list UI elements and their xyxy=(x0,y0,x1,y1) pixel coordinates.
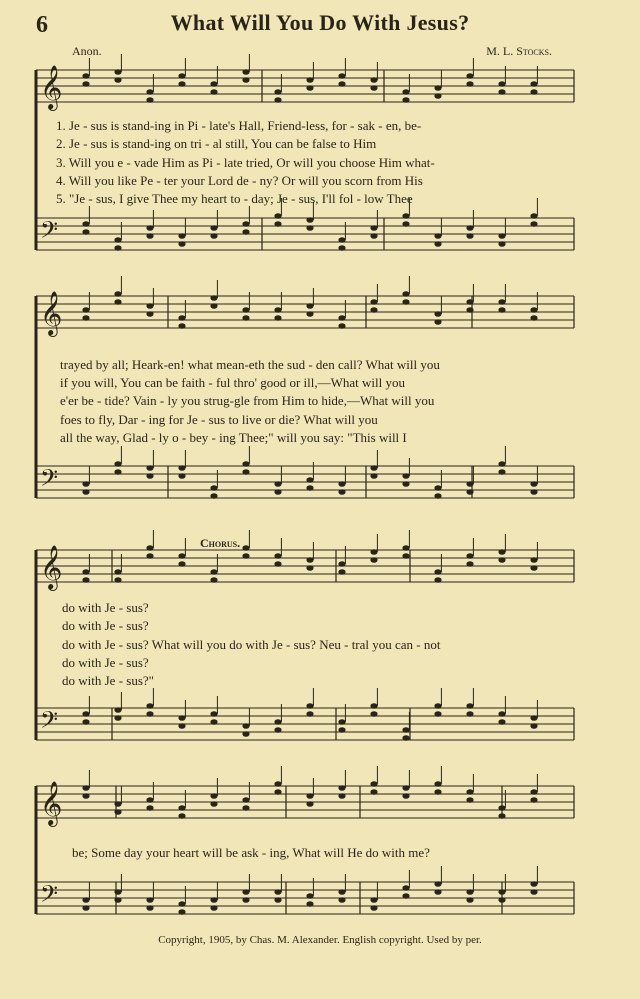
system-1-treble-note xyxy=(82,73,89,79)
system-4-treble-note xyxy=(114,809,121,815)
system-3-bass-note xyxy=(178,723,185,729)
system-3-bass-note xyxy=(306,711,313,717)
system-4-bass-note xyxy=(274,889,281,895)
copyright-notice: Copyright, 1905, by Chas. M. Alexander. English copyright. Used by per. xyxy=(158,934,482,946)
system-1-bass-note xyxy=(466,233,473,239)
system-3-treble-note xyxy=(242,545,249,551)
system-1-treble-note xyxy=(146,89,153,95)
system-1-treble-note xyxy=(178,73,185,79)
system-2-bass-note xyxy=(114,461,121,467)
system-2-bass-note xyxy=(210,485,217,491)
system-1-bass-note xyxy=(146,233,153,239)
system-4-treble-clef: 𝄞 xyxy=(40,781,63,825)
system-3-bass-note xyxy=(274,727,281,733)
system-4-treble-note xyxy=(402,793,409,799)
system-1-treble-note xyxy=(178,81,185,87)
system-4-bass-note xyxy=(466,897,473,903)
system-4-treble-note xyxy=(82,785,89,791)
system-2-treble-note xyxy=(210,303,217,309)
system-1-treble-note xyxy=(146,97,153,103)
system-4-treble-note xyxy=(466,789,473,795)
system-3-treble-clef: 𝄞 xyxy=(40,545,63,589)
lyric-s2-v1: trayed by all; Heark-en! what mean-eth the sud - den call? What will you xyxy=(60,357,440,372)
system-3-bass-note xyxy=(178,715,185,721)
system-3-treble-note xyxy=(402,553,409,559)
system-3-bass-note xyxy=(466,703,473,709)
system-3-bass-note xyxy=(210,711,217,717)
system-1-treble-note xyxy=(466,73,473,79)
system-4-treble-note xyxy=(434,789,441,795)
system-2-treble-clef: 𝄞 xyxy=(40,291,63,335)
system-1-bass-note xyxy=(338,245,345,251)
system-1-bass-note xyxy=(498,241,505,247)
system-2-treble-note xyxy=(530,315,537,321)
system-4-treble-note xyxy=(114,801,121,807)
system-1-treble-note xyxy=(274,89,281,95)
system-3-treble-note xyxy=(178,553,185,559)
system-3-bass-note xyxy=(114,707,121,713)
system-3-treble-note xyxy=(402,545,409,551)
system-4-treble-note xyxy=(178,813,185,819)
system-2-bass-note xyxy=(338,481,345,487)
system-2-treble-note xyxy=(370,299,377,305)
system-3-bass-note xyxy=(498,719,505,725)
system-1-bass-note xyxy=(434,241,441,247)
system-1-bass-note xyxy=(242,221,249,227)
system-3-treble-note xyxy=(178,561,185,567)
lyric-s1-v1: 1. Je - sus is stand-ing in Pi - late's Hall, Friend-less, for - sak - en, be- xyxy=(56,118,422,133)
system-1-bass-note xyxy=(338,237,345,243)
system-2-treble-note xyxy=(82,307,89,313)
system-3-treble-note xyxy=(146,553,153,559)
system-1-bass-note xyxy=(434,233,441,239)
system-1-treble-note xyxy=(498,81,505,87)
system-2-treble-note xyxy=(306,303,313,309)
system-1-bass-note xyxy=(274,213,281,219)
page-number: 6 xyxy=(36,12,48,38)
system-3-bass-note xyxy=(434,703,441,709)
system-4-bass-note xyxy=(402,893,409,899)
system-1-bass-clef: 𝄢 xyxy=(40,216,59,249)
system-3-treble-note xyxy=(242,553,249,559)
system-4-treble-note xyxy=(530,789,537,795)
lyric-s3-v2: do with Je - sus? xyxy=(62,618,149,633)
system-4-bass-note xyxy=(82,897,89,903)
system-1-treble-note xyxy=(530,89,537,95)
system-2-treble-note xyxy=(274,307,281,313)
system-3-bass-note xyxy=(338,727,345,733)
system-4-bass-note xyxy=(146,897,153,903)
system-4-treble-note xyxy=(242,797,249,803)
system-3-bass-note xyxy=(530,723,537,729)
system-3-treble-note xyxy=(530,557,537,563)
system-3-treble-note xyxy=(498,549,505,555)
system-3-bass-note xyxy=(82,711,89,717)
lyric-s2-v4: foes to fly, Dar - ing for Je - sus to live or die? What will you xyxy=(60,412,378,427)
system-3-bass-note xyxy=(114,715,121,721)
system-3-treble-note xyxy=(466,561,473,567)
system-1-treble-note xyxy=(402,89,409,95)
system-2-bass-note xyxy=(178,473,185,479)
system-1-treble-note xyxy=(306,85,313,91)
system-4-bass-note xyxy=(210,897,217,903)
system-2-treble-note xyxy=(82,315,89,321)
system-2-bass-note xyxy=(146,473,153,479)
system-2-bass-note xyxy=(434,485,441,491)
system-2-treble-note xyxy=(466,299,473,305)
system-4-bass-note xyxy=(434,881,441,887)
system-2-treble-note xyxy=(114,291,121,297)
system-1-bass-note xyxy=(82,221,89,227)
system-1-bass-note xyxy=(370,233,377,239)
system-4-bass-note xyxy=(82,905,89,911)
system-1-treble-note xyxy=(306,77,313,83)
system-3-bass-note xyxy=(306,703,313,709)
system-2-treble-note xyxy=(434,311,441,317)
system-4-bass-note xyxy=(242,897,249,903)
system-3-treble-note xyxy=(434,577,441,583)
system-1-treble-note xyxy=(402,97,409,103)
lyric-s2-v2: if you will, You can be faith - ful thro' good or ill,—What will you xyxy=(60,375,405,390)
system-4-bass-note xyxy=(306,893,313,899)
system-1-treble-note xyxy=(370,77,377,83)
system-2-bass-note xyxy=(114,469,121,475)
system-3-treble-note xyxy=(338,569,345,575)
lyric-s4-v1: be; Some day your heart will be ask - ing, What will He do with me? xyxy=(72,845,430,860)
system-2-treble-note xyxy=(498,299,505,305)
system-2-bass-clef: 𝄢 xyxy=(40,464,59,497)
system-4-treble-note xyxy=(242,805,249,811)
system-2-bass-note xyxy=(402,473,409,479)
system-4-treble-note xyxy=(210,801,217,807)
system-1-bass-note xyxy=(306,217,313,223)
system-3-bass-note xyxy=(146,711,153,717)
system-3-bass-note xyxy=(434,711,441,717)
system-3-bass-note xyxy=(146,703,153,709)
system-1-treble-note xyxy=(370,85,377,91)
lyric-s1-v2: 2. Je - sus is stand-ing on tri - al still, You can be false to Him xyxy=(56,136,377,151)
system-4-treble-note xyxy=(306,793,313,799)
system-2-bass-note xyxy=(242,469,249,475)
system-2-bass-note xyxy=(210,493,217,499)
system-3-treble-note xyxy=(114,577,121,583)
system-1-bass-note xyxy=(530,213,537,219)
system-1-bass-note xyxy=(114,245,121,251)
system-2-bass-note xyxy=(434,493,441,499)
system-1-bass-note xyxy=(146,225,153,231)
system-3-bass-note xyxy=(402,735,409,741)
system-1-treble-note xyxy=(338,81,345,87)
system-2-treble-note xyxy=(434,319,441,325)
system-1-bass-note xyxy=(114,237,121,243)
system-2-bass-note xyxy=(82,481,89,487)
system-4-bass-note xyxy=(338,889,345,895)
system-3-treble-note xyxy=(306,557,313,563)
system-1-bass-note xyxy=(402,213,409,219)
system-1-bass-note xyxy=(466,225,473,231)
system-4-bass-note xyxy=(306,901,313,907)
system-3-bass-note xyxy=(338,719,345,725)
system-3-bass-note xyxy=(498,711,505,717)
system-1-bass-note xyxy=(210,233,217,239)
system-2-bass-note xyxy=(530,489,537,495)
system-4-treble-note xyxy=(402,785,409,791)
system-4-bass-note xyxy=(498,897,505,903)
system-3-treble-note xyxy=(146,545,153,551)
system-2-bass-note xyxy=(402,481,409,487)
system-4-bass-note xyxy=(338,897,345,903)
system-2-bass-note xyxy=(178,465,185,471)
system-4-bass-note xyxy=(274,897,281,903)
system-4-bass-note xyxy=(114,897,121,903)
system-3-bass-note xyxy=(242,731,249,737)
system-4-treble-note xyxy=(370,789,377,795)
system-4-treble-note xyxy=(274,781,281,787)
page-title: What Will You Do With Jesus? xyxy=(170,10,470,35)
lyric-s3-v4: do with Je - sus? xyxy=(62,655,149,670)
system-2-treble-note xyxy=(402,291,409,297)
system-3-bass-note xyxy=(370,711,377,717)
system-4-bass-note xyxy=(210,905,217,911)
system-4-bass-note xyxy=(370,905,377,911)
system-2-treble-note xyxy=(146,311,153,317)
chorus-label: Chorus. xyxy=(200,536,241,550)
system-4-bass-note xyxy=(402,885,409,891)
system-3-bass-note xyxy=(274,719,281,725)
system-3-bass-note xyxy=(82,719,89,725)
system-2-treble-note xyxy=(402,299,409,305)
system-1-bass-note xyxy=(498,233,505,239)
system-4-treble-note xyxy=(370,781,377,787)
system-4-treble-note xyxy=(338,785,345,791)
lyric-s3-v5: do with Je - sus?" xyxy=(62,673,154,688)
words-credit: Anon. xyxy=(72,44,102,58)
system-1-bass-note xyxy=(242,229,249,235)
system-1-bass-note xyxy=(402,221,409,227)
system-2-bass-note xyxy=(498,461,505,467)
lyric-s1-v5: 5. "Je - sus, I give Thee my heart to - day; Je - sus, I'll fol - low Thee xyxy=(56,191,413,206)
system-2-bass-note xyxy=(338,489,345,495)
system-2-treble-note xyxy=(530,307,537,313)
system-1-treble-note xyxy=(210,89,217,95)
music-credit: M. L. Stocks. xyxy=(486,44,552,58)
system-3-treble-note xyxy=(306,565,313,571)
system-4-treble-note xyxy=(178,805,185,811)
system-4-treble-note xyxy=(82,793,89,799)
system-2-treble-note xyxy=(306,311,313,317)
system-3-bass-note xyxy=(402,727,409,733)
system-4-bass-note xyxy=(498,889,505,895)
system-4-bass-note xyxy=(530,889,537,895)
system-2-treble-note xyxy=(274,315,281,321)
system-2-treble-note xyxy=(210,295,217,301)
system-3-treble-note xyxy=(210,577,217,583)
system-3-treble-note xyxy=(530,565,537,571)
system-2-treble-note xyxy=(338,323,345,329)
system-4-bass-note xyxy=(146,905,153,911)
system-3-treble-note xyxy=(274,561,281,567)
lyric-s3-v1: do with Je - sus? xyxy=(62,600,149,615)
system-1-bass-note xyxy=(178,233,185,239)
system-1-bass-note xyxy=(82,229,89,235)
system-2-bass-note xyxy=(274,481,281,487)
system-1-treble-note xyxy=(498,89,505,95)
system-2-bass-note xyxy=(146,465,153,471)
system-2-bass-note xyxy=(370,465,377,471)
system-2-treble-note xyxy=(114,299,121,305)
system-2-treble-note xyxy=(338,315,345,321)
system-1-treble-note xyxy=(114,69,121,75)
system-2-bass-note xyxy=(466,489,473,495)
system-1-treble-note xyxy=(466,81,473,87)
system-1-treble-note xyxy=(242,69,249,75)
system-4-treble-note xyxy=(210,793,217,799)
system-2-bass-note xyxy=(466,481,473,487)
system-4-bass-note xyxy=(242,889,249,895)
system-3-treble-note xyxy=(338,561,345,567)
system-4-bass-note xyxy=(530,881,537,887)
system-3-bass-note xyxy=(466,711,473,717)
system-4-treble-note xyxy=(146,805,153,811)
system-4-treble-note xyxy=(306,801,313,807)
system-4-bass-note xyxy=(370,897,377,903)
system-2-bass-note xyxy=(370,473,377,479)
system-1-treble-note xyxy=(338,73,345,79)
system-2-treble-note xyxy=(242,307,249,313)
system-1-bass-note xyxy=(178,241,185,247)
system-1-bass-note xyxy=(530,221,537,227)
system-1-treble-clef: 𝄞 xyxy=(40,65,63,109)
system-3-treble-note xyxy=(370,549,377,555)
system-2-treble-note xyxy=(178,315,185,321)
system-4-treble-note xyxy=(274,789,281,795)
system-4-treble-note xyxy=(338,793,345,799)
system-3-treble-note xyxy=(82,569,89,575)
system-3-bass-note xyxy=(242,723,249,729)
system-2-treble-note xyxy=(498,307,505,313)
system-2-treble-note xyxy=(242,315,249,321)
system-1-treble-note xyxy=(210,81,217,87)
lyric-s1-v4: 4. Will you like Pe - ter your Lord de - ny? Or will you scorn from His xyxy=(56,173,423,188)
system-4-bass-note xyxy=(178,901,185,907)
system-4-treble-note xyxy=(434,781,441,787)
system-3-treble-note xyxy=(210,569,217,575)
system-1-treble-note xyxy=(434,93,441,99)
system-1-treble-note xyxy=(434,85,441,91)
system-3-bass-clef: 𝄢 xyxy=(40,706,59,739)
system-2-bass-note xyxy=(306,485,313,491)
system-1-treble-note xyxy=(114,77,121,83)
system-4-treble-note xyxy=(146,797,153,803)
system-1-bass-note xyxy=(210,225,217,231)
system-2-bass-note xyxy=(530,481,537,487)
system-2-bass-note xyxy=(82,489,89,495)
system-2-treble-note xyxy=(370,307,377,313)
system-4-treble-note xyxy=(530,797,537,803)
lyric-s2-v3: e'er be - tide? Vain - ly you strug-gle from Him to hide,—What will you xyxy=(60,393,435,408)
system-2-treble-note xyxy=(178,323,185,329)
system-4-bass-note xyxy=(114,889,121,895)
system-1-bass-note xyxy=(274,221,281,227)
system-4-bass-note xyxy=(178,909,185,915)
system-3-bass-note xyxy=(370,703,377,709)
system-1-bass-note xyxy=(370,225,377,231)
system-3-treble-note xyxy=(466,553,473,559)
system-3-bass-note xyxy=(530,715,537,721)
system-4-bass-clef: 𝄢 xyxy=(40,880,59,913)
system-4-treble-note xyxy=(498,813,505,819)
system-1-treble-note xyxy=(242,77,249,83)
system-1-treble-note xyxy=(530,81,537,87)
system-3-treble-note xyxy=(274,553,281,559)
system-4-treble-note xyxy=(498,805,505,811)
system-3-treble-note xyxy=(498,557,505,563)
system-2-bass-note xyxy=(498,469,505,475)
system-2-bass-note xyxy=(274,489,281,495)
system-4-bass-note xyxy=(434,889,441,895)
system-4-treble-note xyxy=(466,797,473,803)
system-3-treble-note xyxy=(82,577,89,583)
system-2-bass-note xyxy=(242,461,249,467)
system-3-treble-note xyxy=(434,569,441,575)
system-2-bass-note xyxy=(306,477,313,483)
system-2-treble-note xyxy=(466,307,473,313)
system-3-treble-note xyxy=(114,569,121,575)
system-1-bass-note xyxy=(306,225,313,231)
lyric-s1-v3: 3. Will you e - vade Him as Pi - late tried, Or will you choose Him what- xyxy=(56,155,435,170)
lyric-s2-v5: all the way, Glad - ly o - bey - ing Thee;" will you say: "This will I xyxy=(60,430,407,445)
system-3-treble-note xyxy=(370,557,377,563)
system-1-treble-note xyxy=(82,81,89,87)
system-4-bass-note xyxy=(466,889,473,895)
system-3-bass-note xyxy=(210,719,217,725)
system-2-treble-note xyxy=(146,303,153,309)
system-1-treble-note xyxy=(274,97,281,103)
lyric-s3-v3: do with Je - sus? What will you do with Je - sus? Neu - tral you can - not xyxy=(62,637,441,652)
